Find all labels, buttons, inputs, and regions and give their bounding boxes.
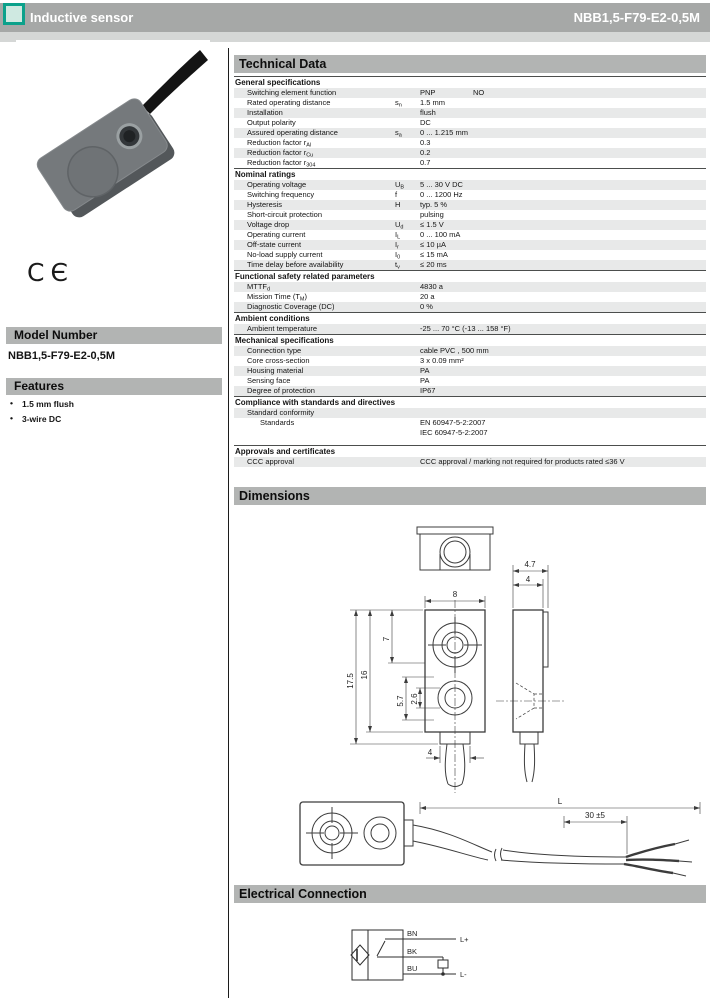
spec-row (234, 356, 706, 366)
spec-value: 1.5 mm (420, 98, 446, 107)
spec-value: 0 ... 100 mA (420, 230, 461, 239)
spec-value: DC (420, 118, 431, 127)
ce-mark: CЄ (27, 258, 74, 287)
model-number-header: Model Number (6, 327, 222, 344)
spec-row (234, 418, 706, 438)
spec-label: Reduction factor $r_{304}$ (247, 158, 316, 169)
spec-row (234, 302, 706, 312)
spec-row (234, 457, 706, 467)
spec-row (234, 190, 706, 200)
spec-value-2: NO (473, 88, 485, 97)
spec-row (234, 324, 706, 334)
spec-row (234, 386, 706, 396)
feature-item: • 3-wire DC (8, 414, 74, 424)
spec-row (234, 260, 706, 270)
main-content (234, 0, 706, 1004)
wire-label-bk: BK (407, 947, 418, 956)
spec-value: typ. 5 % (420, 200, 448, 209)
spec-value: ≤ 20 ms (420, 260, 447, 269)
spec-symbol: $t_v$ (395, 260, 400, 271)
spec-row (234, 346, 706, 356)
spec-row (234, 108, 706, 118)
spec-value: 0 ... 1.215 mm (420, 128, 468, 137)
spec-row (234, 408, 706, 418)
dim-total-height: 17.5 (346, 673, 355, 689)
spec-row (234, 180, 706, 190)
spec-value: ≤ 1.5 V (420, 220, 444, 229)
spec-section-header: Ambient conditions (234, 312, 706, 324)
spec-label: Rated operating distance (247, 98, 331, 107)
spec-section-header: Compliance with standards and directives (234, 396, 706, 408)
spec-symbol: H (395, 200, 401, 209)
spec-label: $MTTF_d$ (247, 282, 271, 293)
spec-label: Diagnostic Coverage (DC) (247, 302, 335, 311)
spec-value: 0.3 (420, 138, 431, 147)
spec-table (234, 76, 706, 467)
spec-label: CCC approval (247, 457, 295, 466)
spec-label: Standards (260, 418, 295, 427)
spec-label: Switching element function (247, 88, 337, 97)
spec-value: 5 ... 30 V DC (420, 180, 463, 189)
dimension-drawing (234, 505, 706, 885)
spec-symbol: $I_0$ (395, 250, 401, 261)
spec-label: Operating current (247, 230, 306, 239)
spec-value: 4830 a (420, 282, 443, 291)
spec-row (234, 128, 706, 138)
spec-value: 20 a (420, 292, 435, 301)
spec-value: PA (420, 376, 430, 385)
spec-value: EN 60947-5-2:2007 IEC 60947-5-2:2007 (420, 418, 488, 437)
spec-row (234, 292, 706, 302)
spec-label: Mission Time $(T_M)$ (247, 292, 308, 303)
spec-row (234, 138, 706, 148)
dim-side-total: 4.7 (524, 560, 536, 569)
spec-label: Hysteresis (247, 200, 283, 209)
spec-symbol: $U_d$ (395, 220, 404, 231)
wire-label-bu: BU (407, 964, 418, 973)
dim-side-body: 4 (525, 575, 531, 584)
spec-label: Degree of protection (247, 386, 315, 395)
spec-row (234, 118, 706, 128)
spec-value: flush (420, 108, 436, 117)
technical-data-header: Technical Data (234, 55, 706, 73)
spec-symbol: $I_r$ (395, 240, 399, 251)
spec-value: 0 % (420, 302, 433, 311)
spec-label: Reduction factor $r_{Cu}$ (247, 148, 314, 159)
wire-label-bn: BN (407, 929, 418, 938)
spec-label: Output polarity (247, 118, 296, 127)
spec-row (234, 376, 706, 386)
model-number-value: NBB1,5-F79-E2-0,5M (8, 350, 115, 362)
spec-value: 0.7 (420, 158, 431, 167)
spec-value: cable PVC , 500 mm (420, 346, 489, 355)
terminal-label-lplus: L+ (460, 935, 469, 944)
spec-label: No-load supply current (247, 250, 323, 259)
dim-lower-inner: 2.6 (410, 693, 419, 705)
spec-value: IP67 (420, 386, 436, 395)
spec-label: Standard conformity (247, 408, 315, 417)
spec-label: Short-circuit protection (247, 210, 323, 219)
spec-value: ≤ 10 µA (420, 240, 446, 249)
spec-label: Housing material (247, 366, 304, 375)
column-divider (228, 48, 229, 998)
dim-collar-width: 4 (427, 748, 433, 757)
spec-row (234, 210, 706, 220)
spec-section-header: Nominal ratings (234, 168, 706, 180)
spec-label: Switching frequency (247, 190, 315, 199)
spec-label: Assured operating distance (247, 128, 338, 137)
product-category-title: Inductive sensor (30, 10, 134, 25)
spec-row (234, 220, 706, 230)
terminal-label-lminus: L- (460, 970, 467, 979)
spec-row (234, 158, 706, 168)
spec-label: Installation (247, 108, 283, 117)
spec-section-header: Mechanical specifications (234, 334, 706, 346)
spec-symbol: $I_L$ (395, 230, 401, 241)
spec-value: -25 ... 70 °C (-13 ... 158 °F) (420, 324, 511, 333)
spec-symbol: f (395, 190, 398, 199)
dimensions-header: Dimensions (234, 487, 706, 505)
spec-label: Voltage drop (247, 220, 290, 229)
spec-symbol: $s_n$ (395, 98, 402, 109)
spec-value: 0.2 (420, 148, 431, 157)
spec-row (234, 250, 706, 260)
electrical-connection-header: Electrical Connection (234, 885, 706, 903)
spec-value: pulsing (420, 210, 444, 219)
spec-symbol: $U_B$ (395, 180, 405, 191)
spec-row (234, 240, 706, 250)
spec-label: Core cross-section (247, 356, 310, 365)
dim-hole-offset: 7 (382, 636, 391, 642)
spec-label: Operating voltage (247, 180, 307, 189)
spec-label: Off-state current (247, 240, 302, 249)
feature-item: • 1.5 mm flush (8, 399, 74, 409)
spec-row (234, 200, 706, 210)
sensor-photo-drawing (16, 40, 210, 258)
spec-row (234, 148, 706, 158)
spec-row (234, 366, 706, 376)
dim-body-height: 16 (360, 670, 369, 680)
product-model-title: NBB1,5-F79-E2-0,5M (573, 10, 700, 25)
spec-row (234, 230, 706, 240)
dim-cable-length: L (557, 797, 563, 806)
spec-section-header: General specifications (234, 76, 706, 88)
dim-front-width: 8 (452, 590, 458, 599)
spec-symbol: $s_a$ (395, 128, 402, 139)
spec-label: Sensing face (247, 376, 291, 385)
spec-row (234, 88, 706, 98)
spec-value: 3 x 0.09 mm² (420, 356, 464, 365)
features-list (8, 399, 74, 429)
spec-label: Reduction factor $r_{Al}$ (247, 138, 312, 149)
spec-value: ≤ 15 mA (420, 250, 448, 259)
spec-value: CCC approval / marking not required for products rated ≤36 V (420, 457, 625, 466)
dim-strip-length: 30 ±5 (585, 811, 605, 820)
electrical-diagram (234, 903, 706, 998)
spec-row (234, 282, 706, 292)
spec-value: 0 ... 1200 Hz (420, 190, 463, 199)
spec-value: PNP (420, 88, 436, 97)
spec-section-header: Functional safety related parameters (234, 270, 706, 282)
spec-value: PA (420, 366, 430, 375)
spec-section-header: Approvals and certificates (234, 445, 706, 457)
spec-label: Ambient temperature (247, 324, 318, 333)
spec-label: Time delay before availability (247, 260, 344, 269)
spec-label: Connection type (247, 346, 302, 355)
left-panel (0, 0, 228, 1004)
features-header: Features (6, 378, 222, 395)
spec-row (234, 98, 706, 108)
dim-lower-offset: 5.7 (396, 695, 405, 707)
product-photo (16, 40, 210, 258)
